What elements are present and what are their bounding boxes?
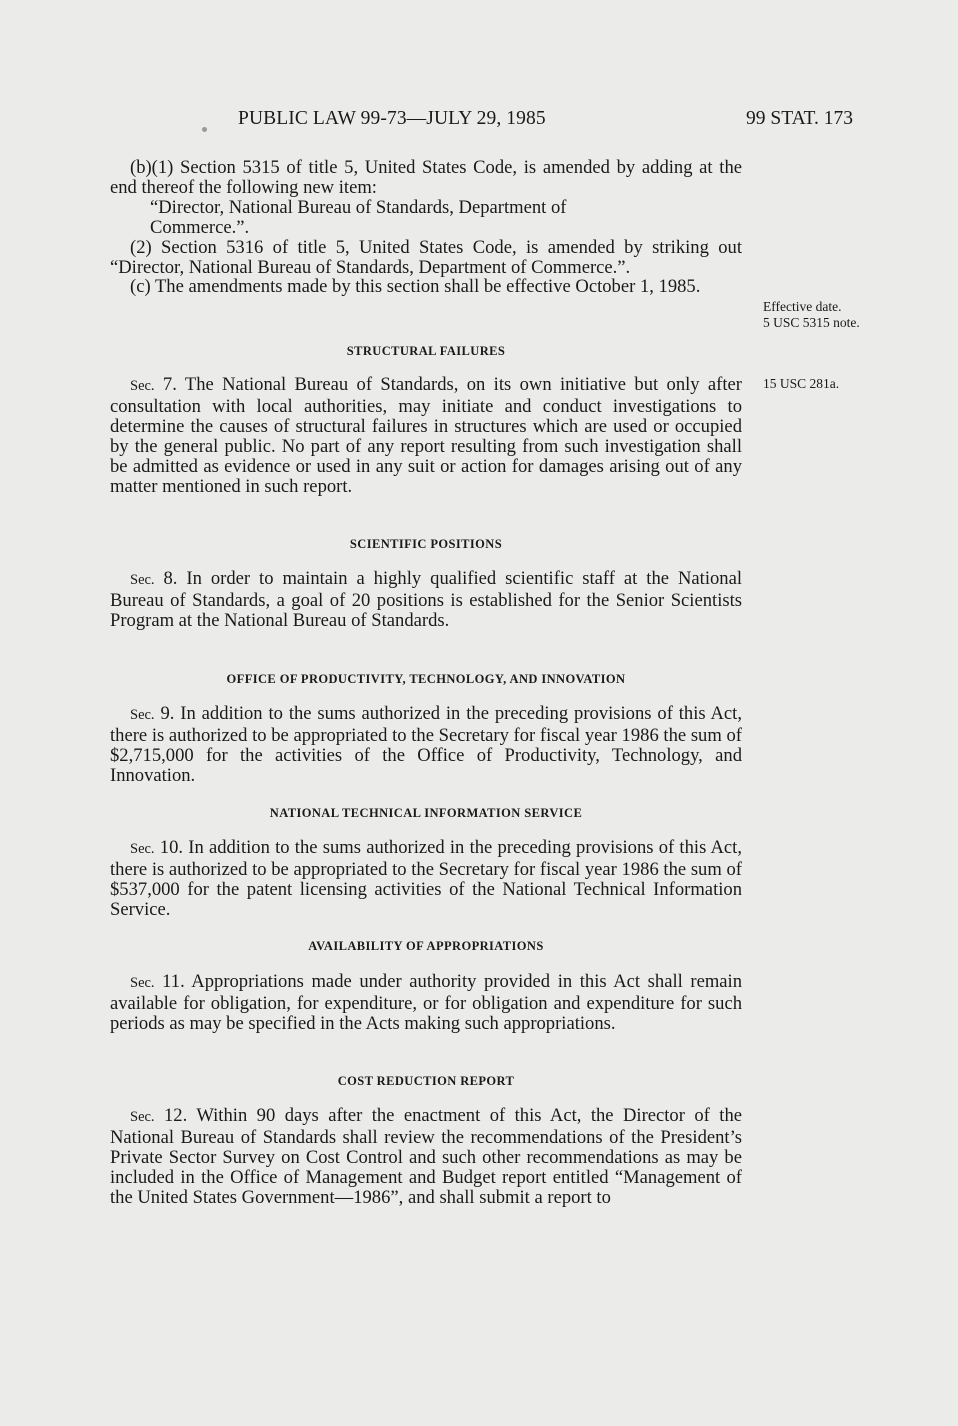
sec-label: Sec. (130, 841, 155, 857)
section-10-body: 10. In addition to the sums authorized in the preceding provisions of this Act, there is authorized to be appropriated to the Secretary for fiscal year 1986 the sum of $537,000 for the patent licensing activities of the National Technical Information Service. (110, 837, 742, 920)
subsection-b (110, 158, 742, 297)
sec-label: Sec. (130, 975, 155, 991)
section-7-body: 7. The National Bureau of Standards, on its own initiative but only after consultation with local authorities, may initiate and conduct investigations to determine the causes of structural failures in structures which are used or occupied by the general public. No part of any report resulting from such investigation shall be admitted as evidence or used in any suit or action for damages arising out of any matter mentioned in such report. (110, 374, 742, 497)
section-9-body: 9. In addition to the sums authorized in the preceding provisions of this Act, there is authorized to be appropriated to the Secretary for fiscal year 1986 the sum of $2,715,000 for the activities of the Office of Productivity, Technology, and Innovation. (110, 703, 742, 786)
running-head: PUBLIC LAW 99-73—JULY 29, 1985 (238, 108, 546, 129)
heading-office-of-productivity: OFFICE OF PRODUCTIVITY, TECHNOLOGY, AND INNOVATION (226, 672, 626, 686)
subsection-b1: (b)(1) Section 5315 of title 5, United States Code, is amended by adding at the end thereof the following new item: (110, 157, 742, 198)
section-8 (110, 569, 742, 631)
heading-structural-failures: STRUCTURAL FAILURES (346, 344, 506, 358)
sec-label: Sec. (130, 378, 155, 394)
section-11-body: 11. Appropriations made under authority provided in this Act shall remain available for obligation, for expenditure, or for obligation and expenditure for such periods as may be specified in the Acts making such appropriations. (110, 971, 742, 1034)
sec-label: Sec. (130, 1109, 155, 1125)
section-11 (110, 972, 742, 1034)
margin-note-effective-date: Effective date. (763, 299, 842, 314)
sec-label: Sec. (130, 572, 155, 588)
page-stat-number: 99 STAT. 173 (746, 108, 853, 129)
section-9 (110, 704, 742, 786)
heading-cost-reduction-report: COST REDUCTION REPORT (337, 1074, 515, 1088)
new-item-continuation: Commerce.”. (150, 216, 250, 238)
section-8-body: 8. In order to maintain a highly qualified scientific staff at the National Bureau of Standards, a goal of 20 positions is established for the Senior Scientists Program at the National Bureau of Standards. (110, 568, 742, 631)
heading-ntis: NATIONAL TECHNICAL INFORMATION SERVICE (269, 806, 583, 820)
heading-availability-of-appropriations: AVAILABILITY OF APPROPRIATIONS (308, 939, 544, 953)
scan-speck (202, 127, 207, 132)
margin-note-usc-5315: 5 USC 5315 note. (763, 315, 860, 330)
heading-scientific-positions: SCIENTIFIC POSITIONS (349, 537, 503, 551)
section-12-body: 12. Within 90 days after the enactment of this Act, the Director of the National Bureau of Standards shall review the recommendations of the President’s Private Sector Survey on Cost Control and such other recommendations as may be included in the Office of Management and Budget report entitled “Management of the United States Government—1986”, and shall submit a report to (110, 1105, 742, 1208)
section-12 (110, 1106, 742, 1208)
section-10 (110, 838, 742, 920)
subsection-c: (c) The amendments made by this section shall be effective October 1, 1985. (130, 276, 701, 298)
subsection-b2: (2) Section 5316 of title 5, United States Code, is amended by striking out “Director, National Bureau of Standards, Department of Commerce.”. (110, 236, 742, 278)
margin-note-usc-281a: 15 USC 281a. (763, 376, 840, 391)
section-7 (110, 375, 742, 496)
sec-label: Sec. (130, 707, 155, 723)
new-item-line: “Director, National Bureau of Standards, Department of (150, 196, 567, 218)
